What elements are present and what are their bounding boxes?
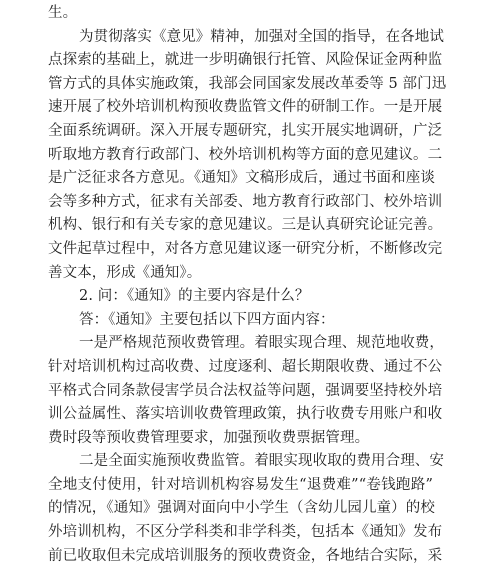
text-line: 2. 问：《通知》的主要内容是什么？ xyxy=(79,288,310,305)
text-line: 是广泛征求各方意见。《通知》文稿形成后，通过书面和座谈 xyxy=(48,170,435,187)
text-line: 为贯彻落实《意见》精神，加强对全国的指导，在各地试 xyxy=(79,28,444,45)
document-body xyxy=(48,2,447,568)
text-line: 外培训机构，不区分学科类和非学科类，包括本《通知》发布 xyxy=(48,524,443,541)
text-line: 会等多种方式，征求有关部委、地方教育行政部门、校外培训 xyxy=(48,193,443,210)
text-line: 速开展了校外培训机构预收费监管文件的研制工作。一是开展 xyxy=(48,99,443,116)
text-line: 全面系统调研。深入开展专题研究，扎实开展实地调研，广泛 xyxy=(48,122,443,139)
text-line: 训公益属性、落实培训收费管理政策，执行收费专用账户和收 xyxy=(48,406,443,423)
text-line: 管方式的具体实施政策，我部会同国家发展改革委等 5 部门迅 xyxy=(48,75,447,92)
text-line: 听取地方教育行政部门、校外培训机构等方面的意见建议。二 xyxy=(48,146,443,163)
text-line: 机构、银行和有关专家的意见建议。三是认真研究论证完善。 xyxy=(48,217,443,234)
text-line: 前已收取但未完成培训服务的预收费资金，各地结合实际，采 xyxy=(48,547,443,564)
text-line: 一是严格规范预收费管理。着眼实现合理、规范地收费， xyxy=(79,335,444,352)
text-line: 文件起草过程中，对各方意见建议逐一研究分析，不断修改完 xyxy=(48,240,443,257)
text-line: 平格式合同条款侵害学员合法权益等问题，强调要坚持校外培 xyxy=(48,382,443,399)
text-line: 针对培训机构过高收费、过度逐利、超长期限收费、通过不公 xyxy=(48,358,443,375)
text-line: 点探索的基础上，就进一步明确银行托管、风险保证金两种监 xyxy=(48,52,443,69)
text-line: 费时段等预收费管理要求，加强预收费票据管理。 xyxy=(48,429,370,446)
text-line: 二是全面实施预收费监管。着眼实现收取的费用合理、安 xyxy=(79,453,444,470)
text-line: 答：《通知》主要包括以下四方面内容： xyxy=(79,311,335,328)
text-line: 生。 xyxy=(48,5,78,21)
text-line: 全地支付使用，针对培训机构容易发生“退费难”“卷钱跑路” xyxy=(48,476,433,493)
text-line: 善文本，形成《通知》。 xyxy=(48,264,202,281)
text-line: 的情况，《通知》强调对面向中小学生（含幼儿园儿童）的校 xyxy=(48,500,435,517)
